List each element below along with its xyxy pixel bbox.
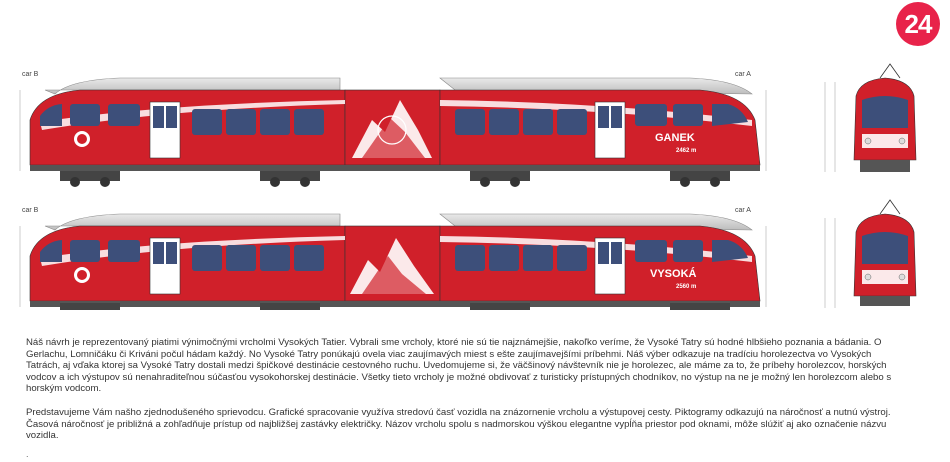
train-2-car-right-label: car A — [735, 207, 751, 214]
train-2-altitude: 2560 m — [676, 284, 697, 290]
train-2-car-left-label: car B — [22, 207, 39, 214]
train-1-front-view — [825, 64, 916, 172]
train-1-name: GANEK — [655, 132, 695, 144]
paragraph-1: Náš návrh je reprezentovaný piatimi výnimočnými vrcholmi Vysokých Tatier. Vybrali sme vrcholy, ktoré nie sú tie najznámejšie, nakoľko veríme, že Vysoké Tatry sú hodné hlbšieho poznania a bádania. O Gerlachu, Lomničáku či Kriváni počul hádam každý. No Vysoké Tatry ponúkajú ovela viac zaujímavých miest s ešte zaujímavejšími príbehmi. Náš výber odkazuje na tradíciu horolezectva vo Vysokých Tatrách, aj vďaka ktorej sa Vysoké Tatry dostali medzi špičkové destinácie cestovného ruchu. Uvedomujeme si, že väčšinový návštevník nie je horolezec, ale máme za to, že príbehy horolezcov, horských vodcov a ich výstupov sú nenahraditeľnou súčasťou vysokohorskej destinácie. Všetky tieto vrcholy je možné obdivovať z turisticky prístupných chodníkov, no výstup na ne je možný len horolezcom alebo s horským vodcom. — [26, 337, 892, 395]
article-body — [26, 337, 906, 454]
train-1-car-right-label: car A — [735, 71, 751, 78]
train-2-name: VYSOKÁ — [650, 268, 697, 280]
logo-text: 24 — [904, 8, 932, 39]
train-2-front-view — [825, 200, 916, 308]
site-logo[interactable] — [896, 2, 940, 46]
footer-mark: . — [26, 449, 29, 459]
paragraph-2: Predstavujeme Vám našho zjednodušeného sprievodcu. Grafické spracovanie využíva stredovú časť vozidla na znázornenie vrcholu a výstupovej cesty. Piktogramy odkazujú na náročnosť a nutnú výstroj. Časová náročnosť je približná a zohľadňuje prístup od najbližšej zastávky električky. Názov vrcholu spolu s nadmorskou výškou elegantne vypĺňa priestor pod oknami, môže slúžiť aj ako označenie názvu vozidla. — [26, 406, 891, 442]
train-drawings — [0, 60, 950, 310]
train-2-side-view — [20, 207, 766, 310]
train-1-altitude: 2462 m — [676, 148, 697, 154]
train-1-car-left-label: car B — [22, 71, 39, 78]
train-1-side-view — [20, 71, 766, 187]
